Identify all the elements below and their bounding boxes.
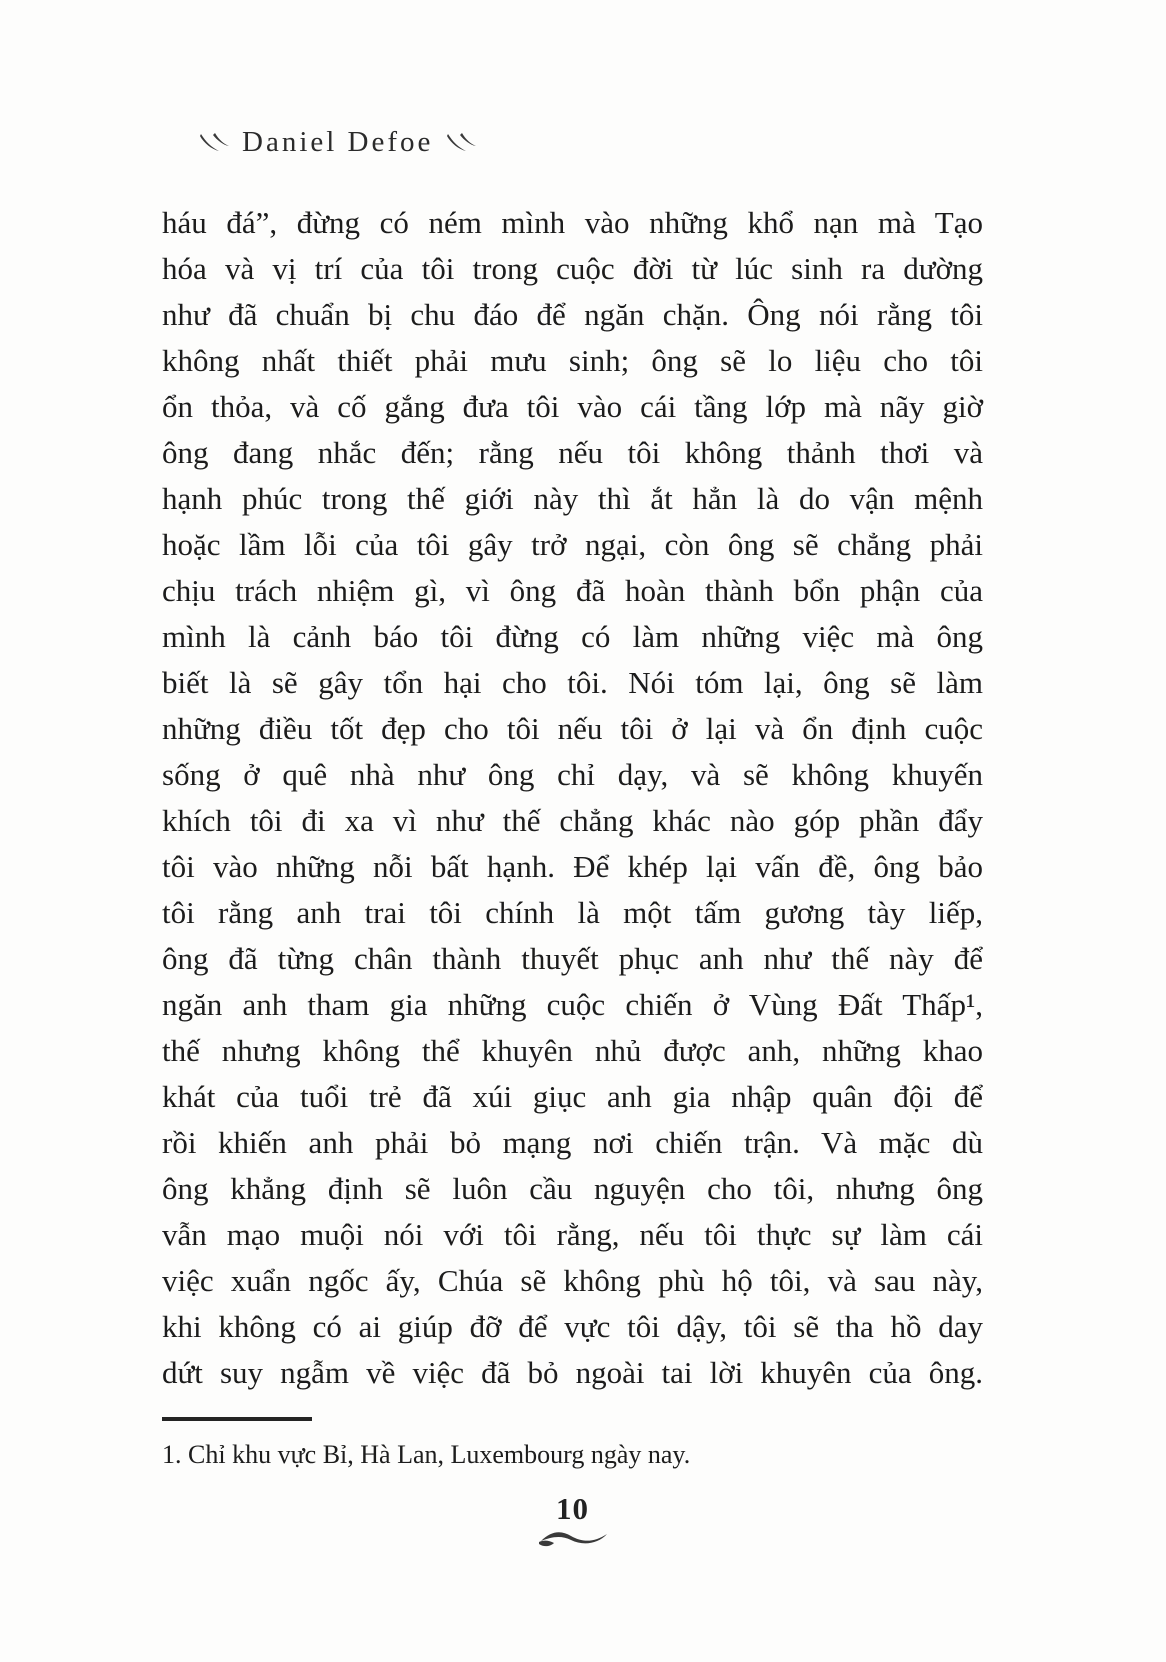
leaf-swash-left-icon [198, 131, 230, 155]
body-line: chịu trách nhiệm gì, vì ông đã hoàn thành bổn phận của [162, 573, 983, 608]
body-line: ông đang nhắc đến; rằng nếu tôi không thảnh thơi và [162, 435, 983, 470]
running-header [198, 126, 477, 159]
author-name: Daniel Defoe [242, 126, 434, 158]
body-line: háu đá”, đừng có ném mình vào những khổ nạn mà Tạo [162, 205, 983, 240]
body-line: ông khẳng định sẽ luôn cầu nguyện cho tôi, nhưng ông [162, 1171, 983, 1206]
body-line: mình là cảnh báo tôi đừng có làm những việc mà ông [162, 619, 983, 654]
body-text [162, 200, 983, 1396]
body-line: sống ở quê nhà như ông chỉ dạy, và sẽ không khuyến [162, 757, 983, 792]
body-line: việc xuẩn ngốc ấy, Chúa sẽ không phù hộ tôi, và sau này, [162, 1263, 983, 1298]
body-line: những điều tốt đẹp cho tôi nếu tôi ở lại và ổn định cuộc [162, 711, 983, 746]
body-line: như đã chuẩn bị chu đáo để ngăn chặn. Ông nói rằng tôi [162, 297, 983, 332]
footnote: 1. Chỉ khu vực Bỉ, Hà Lan, Luxembourg ngày nay. [162, 1440, 691, 1469]
body-line: hoặc lầm lỗi của tôi gây trở ngại, còn ông sẽ chẳng phải [162, 527, 983, 562]
body-line: ông đã từng chân thành thuyết phục anh như thế này để [162, 941, 983, 976]
body-line: không nhất thiết phải mưu sinh; ông sẽ lo liệu cho tôi [162, 343, 983, 378]
body-line: rồi khiến anh phải bỏ mạng nơi chiến trận. Và mặc dù [162, 1125, 983, 1160]
body-line: hóa và vị trí của tôi trong cuộc đời từ lúc sinh ra dường [162, 251, 983, 286]
body-line: biết là sẽ gây tổn hại cho tôi. Nói tóm lại, ông sẽ làm [162, 665, 983, 700]
body-line: hạnh phúc trong thế giới này thì ắt hẳn là do vận mệnh [162, 481, 983, 516]
body-line: khi không có ai giúp đỡ để vực tôi dậy, tôi sẽ tha hồ day [162, 1309, 983, 1344]
body-line: tôi vào những nỗi bất hạnh. Để khép lại vấn đề, ông bảo [162, 849, 983, 884]
body-line: khát của tuổi trẻ đã xúi giục anh gia nhập quân đội để [162, 1079, 983, 1114]
leaf-swash-right-icon [445, 131, 477, 155]
footnote-separator [162, 1417, 312, 1421]
body-line: ổn thỏa, và cố gắng đưa tôi vào cái tầng lớp mà nãy giờ [162, 389, 983, 424]
body-line: khích tôi đi xa vì như thế chẳng khác nào góp phần đẩy [162, 803, 983, 838]
body-line: thế nhưng không thể khuyên nhủ được anh, những khao [162, 1033, 983, 1068]
body-line: tôi rằng anh trai tôi chính là một tấm gương tày liếp, [162, 895, 983, 930]
body-line: dứt suy ngẫm về việc đã bỏ ngoài tai lời khuyên của ông. [162, 1355, 983, 1390]
body-line: vẫn mạo muội nói với tôi rằng, nếu tôi thực sự làm cái [162, 1217, 983, 1252]
body-line: ngăn anh tham gia những cuộc chiến ở Vùng Đất Thấp¹, [162, 987, 983, 1022]
page-number: 10 [556, 1491, 589, 1526]
swash-flourish-icon [537, 1528, 609, 1548]
page-footer [162, 1492, 983, 1548]
